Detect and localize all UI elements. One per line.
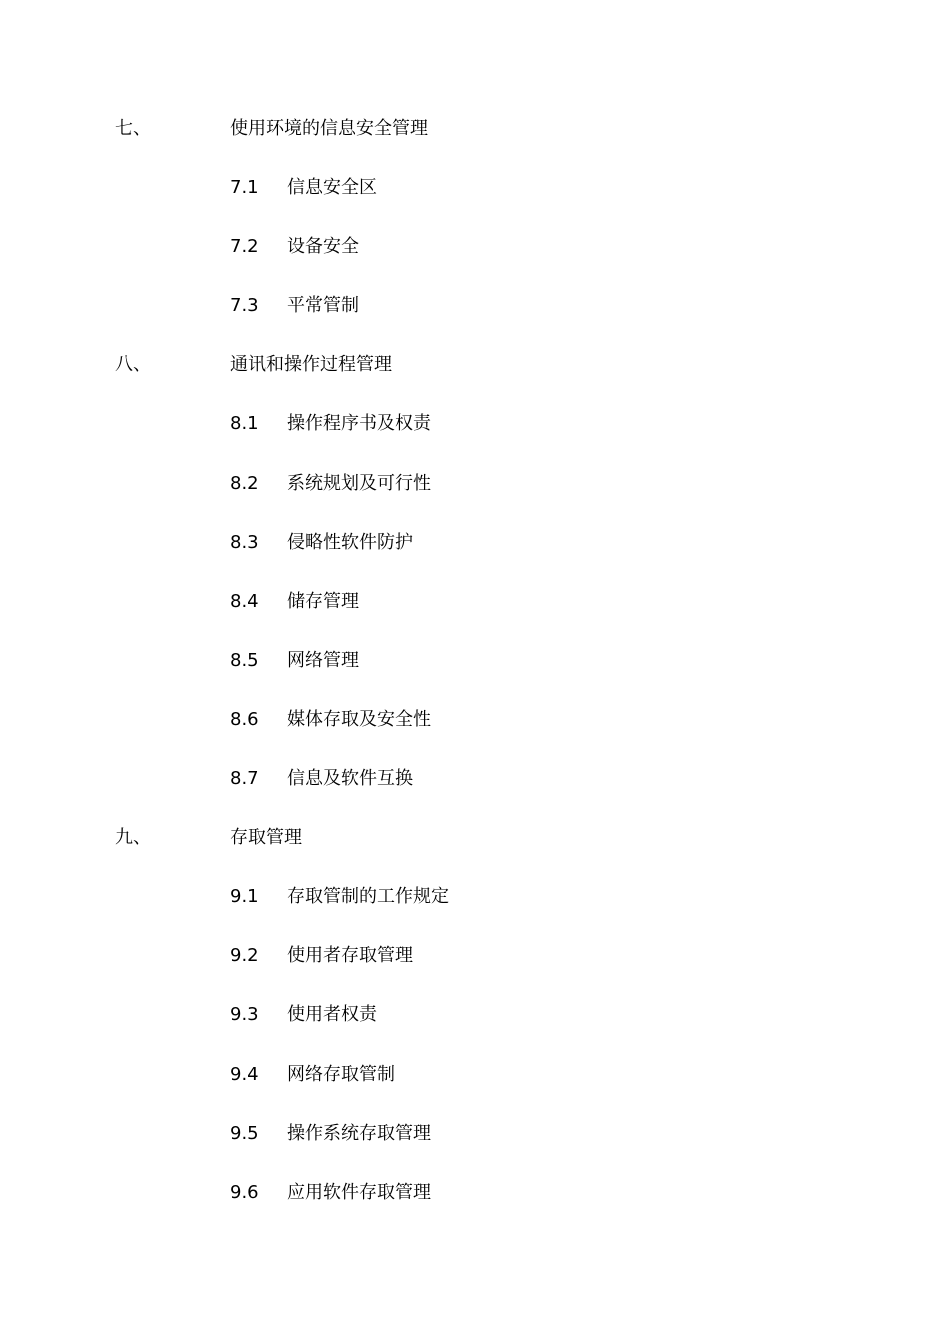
subsection-title: 网络存取管制 — [287, 1063, 395, 1085]
section-title: 存取管理 — [230, 827, 302, 849]
section-title: 使用环境的信息安全管理 — [230, 118, 428, 139]
subsection-number: 9.2 — [230, 945, 259, 967]
toc-subsection — [0, 217, 950, 276]
toc-subsection — [0, 1104, 950, 1163]
subsection-title: 使用者权责 — [287, 1004, 377, 1026]
section-number: 七、 — [115, 118, 151, 139]
subsection-title: 储存管理 — [287, 590, 359, 612]
subsection-title: 网络管理 — [287, 649, 359, 671]
subsection-number: 9.4 — [230, 1063, 259, 1085]
toc-subsection — [0, 394, 950, 453]
subsection-title: 平常管制 — [287, 295, 359, 317]
toc-subsection — [0, 749, 950, 808]
subsection-number: 9.1 — [230, 886, 259, 908]
toc-subsection — [0, 631, 950, 690]
subsection-number: 8.2 — [230, 472, 259, 494]
subsection-number: 8.1 — [230, 413, 259, 435]
toc-subsection — [0, 454, 950, 513]
subsection-title: 设备安全 — [287, 236, 359, 258]
subsection-number: 9.5 — [230, 1122, 259, 1144]
subsection-number: 7.1 — [230, 177, 259, 199]
toc-subsection — [0, 158, 950, 217]
toc-subsection — [0, 513, 950, 572]
subsection-number: 9.3 — [230, 1004, 259, 1026]
section-number: 九、 — [115, 827, 151, 849]
subsection-number: 8.7 — [230, 768, 259, 790]
toc-subsection — [0, 985, 950, 1044]
section-title: 通讯和操作过程管理 — [230, 354, 392, 376]
subsection-number: 8.3 — [230, 531, 259, 553]
toc-subsection — [0, 867, 950, 926]
subsection-number: 9.6 — [230, 1181, 259, 1203]
subsection-title: 应用软件存取管理 — [287, 1181, 431, 1203]
toc-subsection — [0, 1163, 950, 1222]
subsection-title: 使用者存取管理 — [287, 945, 413, 967]
subsection-number: 7.2 — [230, 236, 259, 258]
subsection-number: 7.3 — [230, 295, 259, 317]
toc-section — [0, 808, 950, 867]
toc-section — [0, 99, 950, 158]
section-number: 八、 — [115, 354, 151, 376]
subsection-title: 操作系统存取管理 — [287, 1122, 431, 1144]
subsection-title: 信息及软件互换 — [287, 768, 413, 790]
toc-subsection — [0, 276, 950, 335]
subsection-title: 操作程序书及权责 — [287, 413, 431, 435]
table-of-contents — [0, 99, 950, 1222]
toc-section — [0, 335, 950, 394]
subsection-title: 侵略性软件防护 — [287, 531, 413, 553]
subsection-number: 8.6 — [230, 708, 259, 730]
subsection-title: 信息安全区 — [287, 177, 377, 199]
subsection-number: 8.5 — [230, 649, 259, 671]
toc-subsection — [0, 926, 950, 985]
subsection-title: 系统规划及可行性 — [287, 472, 431, 494]
toc-subsection — [0, 1045, 950, 1104]
subsection-title: 存取管制的工作规定 — [287, 886, 449, 908]
toc-subsection — [0, 572, 950, 631]
subsection-number: 8.4 — [230, 590, 259, 612]
toc-subsection — [0, 690, 950, 749]
subsection-title: 媒体存取及安全性 — [287, 708, 431, 730]
